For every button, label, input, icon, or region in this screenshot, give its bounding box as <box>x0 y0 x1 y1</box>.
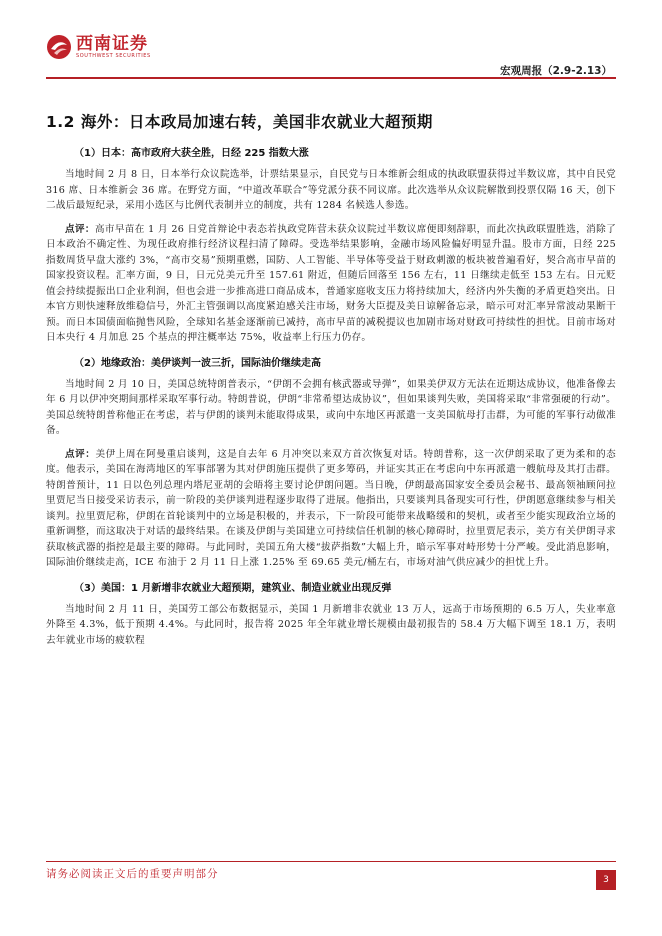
paragraph <box>46 167 616 214</box>
company-logo <box>46 34 151 60</box>
subsection-heading: （2）地缘政治：美伊谈判一波三折，国际油价继续走高 <box>74 357 321 369</box>
report-type: 宏观周报（2.9-2.13） <box>500 65 612 77</box>
main-content <box>46 110 616 656</box>
paragraph-text: 当地时间 2 月 8 日，日本举行众议院选举，计票结果显示，自民党与日本维新会组成的执政联盟获得过半数议席，其中自民党 316 席、日本维新会 36 席。在野党方面，“中道改革联合”等党派分获不同议席。此次选举从众议院解散到投票仅隔 16 天，创下二战后最短纪录，采用小选区与比例代表制并立的制度，共有 1284 名候选人参选。 <box>46 169 616 211</box>
paragraph-lead: 点评： <box>65 223 95 235</box>
footer-disclaimer: 请务必阅读正文后的重要声明部分 <box>46 868 219 880</box>
subsection-heading: （3）美国：1 月新增非农就业大超预期，建筑业、制造业就业出现反弹 <box>74 582 392 594</box>
paragraph <box>46 447 616 571</box>
paragraph <box>46 602 616 649</box>
section-title: 1.2 海外：日本政局加速右转，美国非农就业大超预期 <box>46 113 433 131</box>
paragraph-text: 高市早苗在 1 月 26 日党首辩论中表态若执政党阵营未获众议院过半数议席便即刻辞职，而此次执政联盟胜选，消除了日本政治不确定性、为现任政府推行经济议程扫清了障碍。受选举结果影响，金融市场风险偏好明显升温。股市方面，日经 225 指数周货早盘大涨约 3%，“高市交易”预期重燃，国防、人工智能、半导体等受益于财政刺激的板块被普遍看好，契合高市早苗的国家投资议程。汇率方面，9 日，日元兑美元升至 157.61 附近，但随后回落至 156 左右，11 日继续走低至 153 左右。日元贬值会持续提振出口企业利润，但也会进一步推高进口商品成本，普通家庭收支压力将持续加大，经济内外失衡的矛盾更趋突出。日本官方则快速释放维稳信号，外汇主管强调以高度紧迫感关注市场，财务大臣提及美日谅解备忘录，暗示可对汇率异常波动果断干预。而日本国债面临抛售风险，全球知名基金逐渐前已减持，高市早苗的减税提议也加剧市场对财政可持续性的担忧。目前市场对日本央行 4 月加息 25 个基点的押注概率达 75%，收益率上行压力仍存。 <box>46 223 617 343</box>
header-divider <box>46 77 616 79</box>
brand-name-cn: 西南证券 <box>76 33 148 54</box>
page-number: 3 <box>596 870 616 890</box>
paragraph-text: 美伊上周在阿曼重启谈判，这是自去年 6 月冲突以来双方首次恢复对话。特朗普称，这一次伊朗采取了更为柔和的态度。他表示，美国在海湾地区的军事部署为其对伊朗施压提供了更多筹码，并证实其正在考虑向中东再派遣一艘航母及其打击群。特朗普预计，11 日以色列总理内塔尼亚胡的会晤将主要讨论伊朗问题。当日晚，伊朗最高国家安全委员会秘书、最高领袖顾问拉里贾尼当日接受采访表示，前一阶段的美伊谈判进程逐步取得了进展。他指出，只要谈判具备现实可行性，伊朗愿意继续参与相关谈判。拉里贾尼称，伊朗在首轮谈判中的立场是积极的，并表示，下一阶段可能带来战略缓和的契机，或者至少能实现政治立场的重新调整，而这取决于对话的最终结果。在谈及伊朗与美国建立可持续信任机制的核心障碍时，拉里贾尼表示，美方有关伊朗寻求获取核武器的指控是最主要的障碍。与此同时，美国五角大楼“拔萨指数”大幅上升，暗示军事对峙形势十分严峻。受此消息影响，国际油价继续走高，ICE 布油于 2 月 11 日上涨 1.25% 至 69.65 美元/桶左右，市场对油气供应减少的担忧上升。 <box>46 448 616 568</box>
page-header <box>0 0 662 80</box>
paragraph <box>46 222 616 346</box>
footer-divider <box>46 861 616 862</box>
paragraph-text: 当地时间 2 月 10 日，美国总统特朗普表示，“伊朗不会拥有核武器或导弹”，如果美伊双方无法在近期达成协议，他准备像去年 6 月以伊冲突期间那样采取军事行动。特朗普说，伊朗“非常希望达成协议”，但如果谈判失败，美国将采取“非常强硬的行动”。美国总统特朗普称他正在考虑，若与伊朗的谈判未能取得成果，或向中东地区再派遣一支美国航母打击群，为可能的军事行动做准备。 <box>46 378 616 436</box>
paragraph-text: 当地时间 2 月 11 日，美国劳工部公布数据显示，美国 1 月新增非农就业 13 万人，远高于市场预期的 6.5 万人，失业率意外降至 4.3%，低于预期 4.4%。与此同时，报告将 2025 年全年就业增长规模由最初报告的 58.4 万大幅下调至 18.1 万，表明去年就业市场的疲软程 <box>46 603 616 646</box>
swsc-logo-icon <box>46 34 72 60</box>
paragraph-lead: 点评： <box>65 448 96 460</box>
subsection-heading: （1）日本：高市政府大获全胜，日经 225 指数大涨 <box>74 148 309 159</box>
paragraph <box>46 377 616 439</box>
brand-name-en: SOUTHWEST SECURITIES <box>76 52 151 59</box>
